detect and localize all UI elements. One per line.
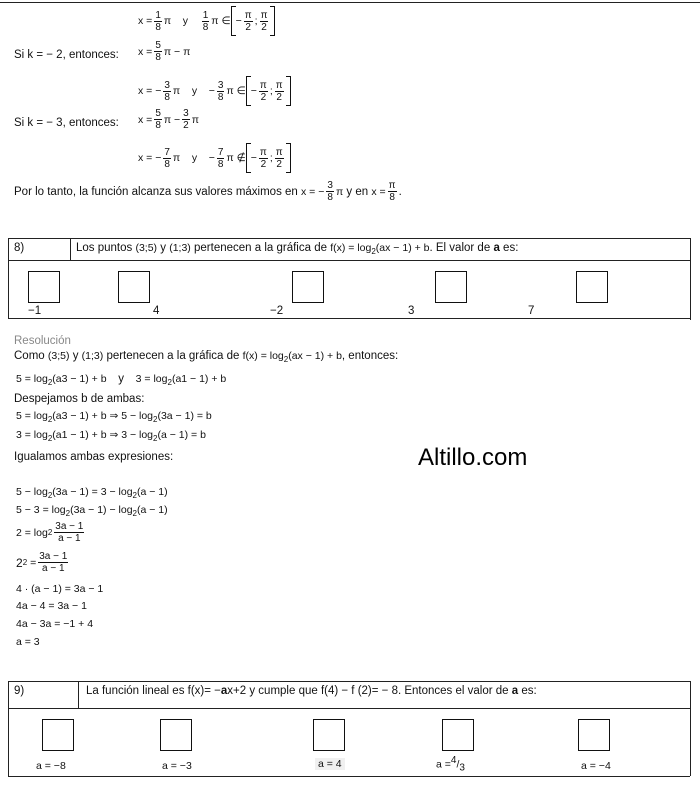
conclusion: Por lo tanto, la función alcanza sus valores máximos en x = − $\frac{3}{8}$ π y en x = $\frac{\pi}{8}$ .	[14, 180, 402, 203]
option-box-2[interactable]	[118, 271, 150, 303]
option-box-1[interactable]	[28, 271, 60, 303]
top-rule	[0, 2, 700, 3]
option-box-1[interactable]	[42, 719, 74, 751]
res-line-3: $5 = \log_2(a3 - 1) + b$ ⇒ $5 - \log_2(3a - 1) = b$	[16, 410, 212, 424]
res-despejamos: Despejamos b de ambas:	[14, 393, 145, 405]
res-eq-3: 2 = log 2 $\frac{3a - 1}{a - 1}$	[16, 521, 84, 544]
line-k0: x = $\frac{1}{8}$ π y $\frac{1}{8}$ π ∈ − $\frac{\pi}{2}$ ; $\frac{\pi}{2}$	[138, 6, 275, 36]
option-label-5: a = −4	[581, 760, 611, 772]
res-eq-4: 2 2 = $\frac{3a - 1}{a - 1}$	[16, 551, 68, 574]
k2-line1: x = $\frac{5}{8}$ π − π	[138, 40, 191, 63]
res-eq-7: 4a − 3a = −1 + 4	[16, 618, 94, 630]
k2-line2: x = − $\frac{3}{8}$ π y − $\frac{3}{8}$ π ∈ − $\frac{\pi}{2}$ ; $\frac{\pi}{2}$	[138, 76, 291, 106]
res-line-2: $5 = \log_2(a3 - 1) + b$ y $3 = \log_2(a1 - 1) + b$	[16, 373, 227, 387]
option-box-3[interactable]	[292, 271, 324, 303]
question-8-text: Los puntos (3;5) y (1;3) pertenecen a la gráfica de $f(x) = \log_2(ax - 1) + b$. El valor de a es:	[76, 242, 519, 256]
option-label-1: −1	[28, 305, 42, 317]
k3-line2: x = − $\frac{7}{8}$ π y − $\frac{7}{8}$ π ∉ − $\frac{\pi}{2}$ ; $\frac{\pi}{2}$	[138, 143, 291, 173]
option-label-1: a = −8	[36, 760, 66, 772]
res-line-1: Como (3;5) y (1;3) pertenecen a la gráfica de $f(x) = \log_2(ax - 1) + b$, entonces:	[14, 350, 399, 364]
res-eq-8: a = 3	[16, 636, 40, 648]
watermark: Altillo.com	[418, 444, 528, 471]
res-eq-1: $5 - \log_2(3a - 1) = 3 - \log_2(a - 1)$	[16, 486, 168, 500]
question-8-number: 8)	[14, 242, 25, 254]
option-label-3: a = 4	[315, 758, 345, 770]
option-box-3[interactable]	[313, 719, 345, 751]
option-label-2: a = −3	[162, 760, 192, 772]
option-box-4[interactable]	[435, 271, 467, 303]
option-box-5[interactable]	[578, 719, 610, 751]
option-box-5[interactable]	[576, 271, 608, 303]
option-label-4: 3	[408, 305, 415, 317]
question-9-number: 9)	[14, 685, 25, 697]
res-eq-5: 4 · (a − 1) = 3a − 1	[16, 583, 104, 595]
option-box-4[interactable]	[442, 719, 474, 751]
res-eq-6: 4a − 4 = 3a − 1	[16, 600, 87, 612]
k3-label: Si k = − 3, entonces:	[14, 117, 119, 129]
option-label-3: −2	[270, 305, 284, 317]
res-line-4: $3 = \log_2(a1 - 1) + b$ ⇒ $3 - \log_2(a - 1) = b$	[16, 429, 206, 443]
option-label-2: 4	[153, 305, 160, 317]
option-box-2[interactable]	[160, 719, 192, 751]
option-label-4: $a =^4/_3$	[436, 755, 465, 774]
res-igualamos: Igualamos ambas expresiones:	[14, 451, 174, 463]
k2-label: Si k = − 2, entonces:	[14, 49, 119, 61]
resolution-heading: Resolución	[14, 335, 71, 347]
res-eq-2: $5 - 3 = \log_2(3a - 1) - \log_2(a - 1)$	[16, 504, 168, 518]
k3-line1: x = $\frac{5}{8}$ π − $\frac{3}{2}$ π	[138, 108, 199, 131]
option-label-5: 7	[528, 305, 535, 317]
question-9-text: La función lineal es f(x)= −ax+2 y cumple que f(4) − f (2)= − 8. Entonces el valor de a es:	[86, 685, 537, 697]
